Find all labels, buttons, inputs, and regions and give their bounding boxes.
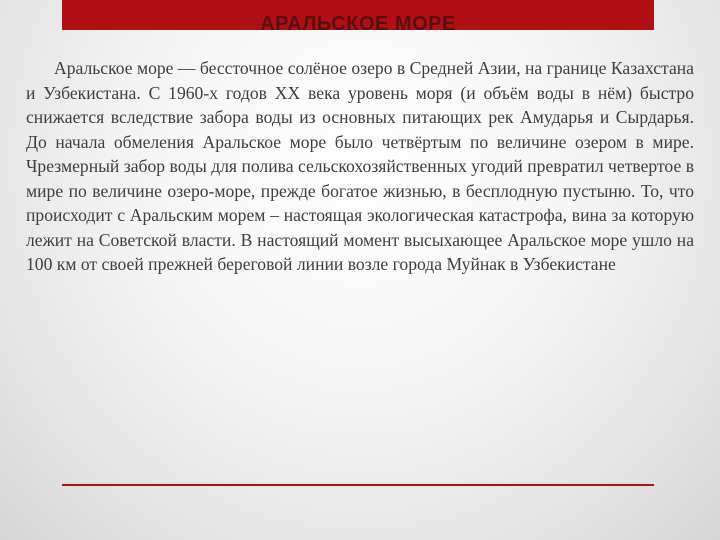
slide-body-text: Аральское море — бессточное солёное озеро в Средней Азии, на границе Казахстана и Узбекистана. С 1960-х годов XX века уровень моря (и объём воды в нём) быстро снижается вследствие забора воды из основных питающих рек Амударья и Сырдарья. До начала обмеления Аральское море было четвёртым по величине озером в мире. Чрезмерный забор воды для полива сельскохозяйственных угодий превратил четвертое в мире по величине озеро-море, прежде богатое жизнью, в бесплодную пустыню. То, что происходит с Аральским морем – настоящая экологическая катастрофа, вина за которую лежит на Советской власти. В настоящий момент высыхающее Аральское море ушло на 100 км от своей прежней береговой линии возле города Муйнак в Узбекистане [26, 58, 694, 274]
title-bar [62, 0, 654, 30]
slide-title: АРАЛЬСКОЕ МОРЕ [260, 13, 456, 30]
bottom-divider [62, 484, 654, 486]
